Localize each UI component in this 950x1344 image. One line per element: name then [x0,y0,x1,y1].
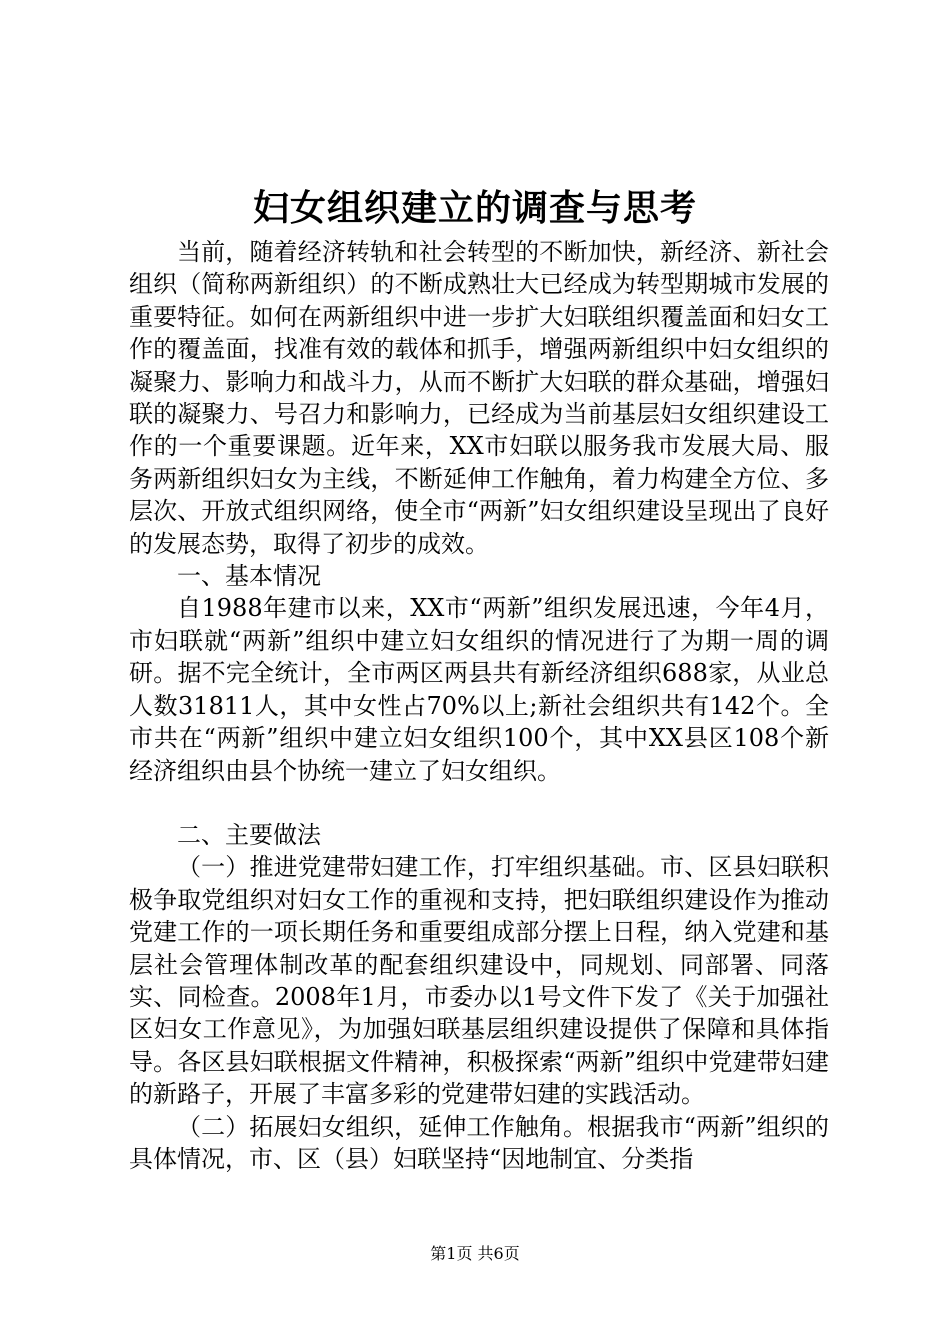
practice-paragraph-2: （二）拓展妇女组织，延伸工作触角。根据我市“两新”组织的具体情况，市、区（县）妇联坚持“因地制宜、分类指 [129,1112,829,1173]
section-heading-practices: 二、主要做法 [177,820,321,849]
page-footer: 第1页 共6页 [430,1244,520,1263]
practice-paragraph-1: （一）推进党建带妇建工作，打牢组织基础。市、区县妇联积极争取党组织对妇女工作的重视和支持，把妇联组织建设作为推动党建工作的一项长期任务和重要组成部分摆上日程，纳入党建和基层社会管理体制改革的配套组织建设中，同规划、同部署、同落实、同检查。2008年1月，市委办以1号文件下发了《关于加强社区妇女工作意见》，为加强妇联基层组织建设提供了保障和具体指导。各区县妇联根据文件精神，积极探索“两新”组织中党建带妇建的新路子，开展了丰富多彩的党建带妇建的实践活动。 [129,853,829,1109]
document-title: 妇女组织建立的调查与思考 [252,187,697,229]
basic-situation-paragraph: 自1988年建市以来，XX市“两新”组织发展迅速，今年4月，市妇联就“两新”组织中建立妇女组织的情况进行了为期一周的调研。据不完全统计，全市两区两县共有新经济组织688家，从业总人数31811人，其中女性占70%以上;新社会组织共有142个。全市共在“两新”组织中建立妇女组织100个，其中XX县区108个新经济组织由县个协统一建立了妇女组织。 [129,594,829,785]
document-body [129,236,829,1175]
blank-line [129,787,829,819]
intro-paragraph: 当前，随着经济转轨和社会转型的不断加快，新经济、新社会组织（简称两新组织）的不断成熟壮大已经成为转型期城市发展的重要特征。如何在两新组织中进一步扩大妇联组织覆盖面和妇女工作的覆盖面，找准有效的载体和抓手，增强两新组织中妇女组织的凝聚力、影响力和战斗力，从而不断扩大妇联的群众基础，增强妇联的凝聚力、号召力和影响力，已经成为当前基层妇女组织建设工作的一个重要课题。近年来，XX市妇联以服务我市发展大局、服务两新组织妇女为主线，不断延伸工作触角，着力构建全方位、多层次、开放式组织网络，使全市“两新”妇女组织建设呈现出了良好的发展态势，取得了初步的成效。 [129,238,829,558]
section-heading-basic: 一、基本情况 [177,562,321,591]
